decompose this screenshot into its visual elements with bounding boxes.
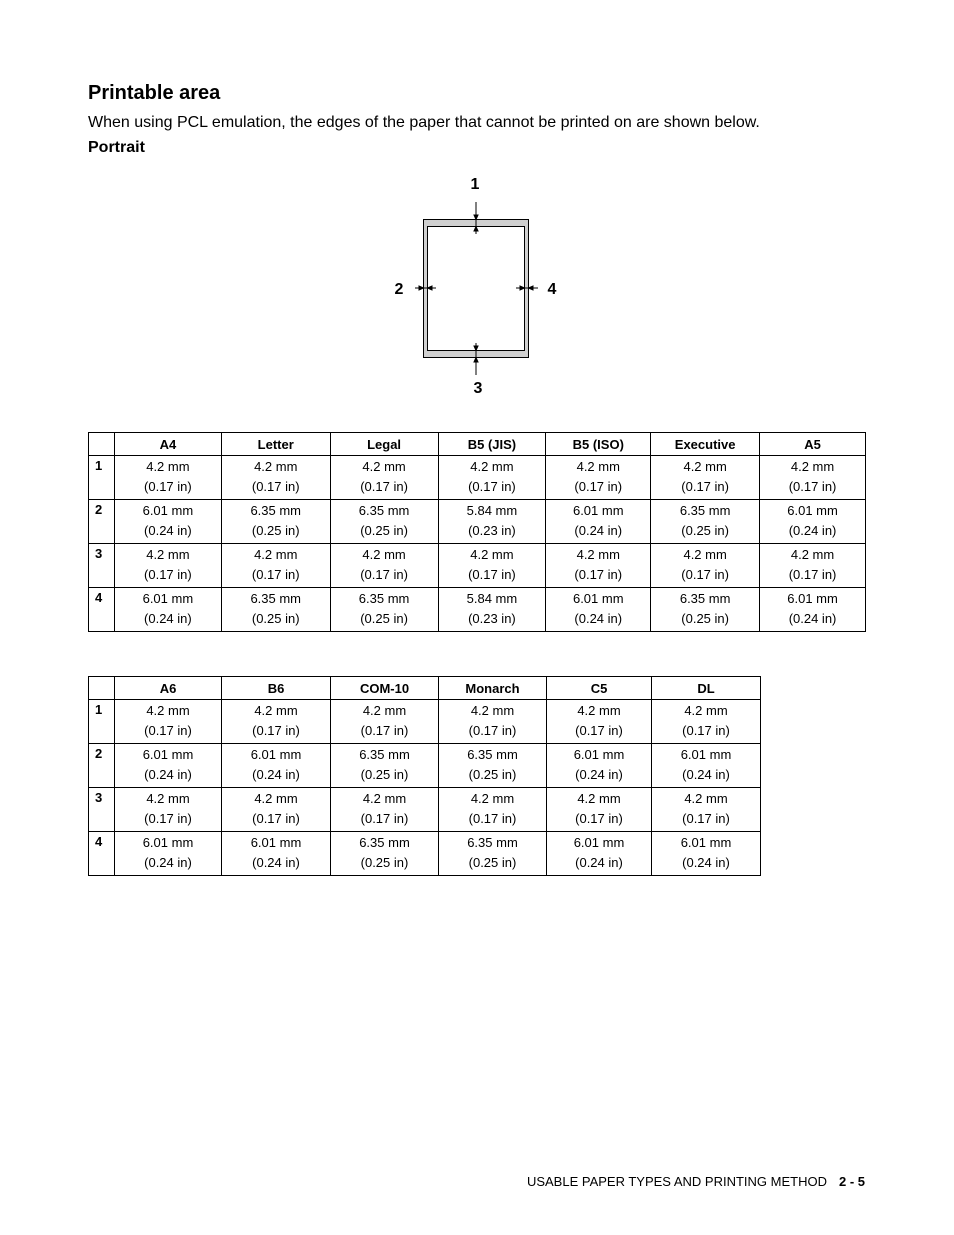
column-header: Monarch (439, 677, 547, 700)
corner-header (89, 433, 115, 456)
table-header-row (89, 677, 761, 700)
table-cell: 6.01 mm (0.24 in) (546, 500, 651, 544)
row-label: 1 (89, 456, 115, 500)
table-cell: 6.35 mm (0.25 in) (330, 588, 438, 632)
intro-paragraph: When using PCL emulation, the edges of the paper that cannot be printed on are shown below. (88, 114, 760, 131)
table-cell: 6.35 mm (0.25 in) (651, 500, 760, 544)
row-label: 3 (89, 788, 115, 832)
column-header: COM-10 (331, 677, 439, 700)
row-label: 3 (89, 544, 115, 588)
table-row (89, 832, 761, 876)
table-cell: 6.01 mm (0.24 in) (114, 500, 221, 544)
table-cell: 4.2 mm (0.17 in) (115, 788, 222, 832)
table-cell: 5.84 mm (0.23 in) (438, 588, 546, 632)
table-cell: 4.2 mm (0.17 in) (114, 544, 221, 588)
table-cell: 6.35 mm (0.25 in) (330, 500, 438, 544)
column-header: Legal (330, 433, 438, 456)
table-cell: 4.2 mm (0.17 in) (438, 456, 546, 500)
table-row (89, 744, 761, 788)
diagram-label-1: 1 (470, 176, 480, 193)
table-cell: 4.2 mm (0.17 in) (439, 700, 547, 744)
column-header: B6 (222, 677, 331, 700)
column-header: DL (652, 677, 761, 700)
column-header: B5 (JIS) (438, 433, 546, 456)
row-label: 4 (89, 832, 115, 876)
table-cell: 4.2 mm (0.17 in) (651, 456, 760, 500)
table-cell: 6.01 mm (0.24 in) (760, 500, 866, 544)
table-header-row (89, 433, 866, 456)
table-cell: 4.2 mm (0.17 in) (652, 700, 761, 744)
column-header: A6 (115, 677, 222, 700)
table-cell: 4.2 mm (0.17 in) (760, 544, 866, 588)
table-cell: 4.2 mm (0.17 in) (330, 544, 438, 588)
table-cell: 4.2 mm (0.17 in) (330, 456, 438, 500)
page-footer (527, 1174, 865, 1189)
table-cell: 4.2 mm (0.17 in) (331, 788, 439, 832)
table-cell: 4.2 mm (0.17 in) (221, 456, 330, 500)
column-header: Executive (651, 433, 760, 456)
diagram-label-4: 4 (547, 281, 557, 298)
table-cell: 4.2 mm (0.17 in) (439, 788, 547, 832)
table-row (89, 788, 761, 832)
page-number: 2 - 5 (838, 1174, 865, 1189)
table-cell: 6.01 mm (0.24 in) (115, 744, 222, 788)
table-cell: 6.01 mm (0.24 in) (114, 588, 221, 632)
row-label: 4 (89, 588, 115, 632)
table-cell: 6.01 mm (0.24 in) (760, 588, 866, 632)
table-cell: 6.35 mm (0.25 in) (651, 588, 760, 632)
table-cell: 6.01 mm (0.24 in) (547, 744, 652, 788)
table-cell: 6.01 mm (0.24 in) (222, 744, 331, 788)
table-cell: 4.2 mm (0.17 in) (331, 700, 439, 744)
table-cell: 6.01 mm (0.24 in) (652, 744, 761, 788)
table-cell: 4.2 mm (0.17 in) (547, 788, 652, 832)
table-row (89, 500, 866, 544)
table-cell: 6.01 mm (0.24 in) (547, 832, 652, 876)
column-header: C5 (547, 677, 652, 700)
paper-margin-illustration (380, 170, 580, 400)
margins-table-envelope-sizes (88, 676, 761, 876)
table-cell: 6.35 mm (0.25 in) (221, 500, 330, 544)
table-cell: 6.35 mm (0.25 in) (331, 744, 439, 788)
table-cell: 4.2 mm (0.17 in) (221, 544, 330, 588)
table-cell: 6.35 mm (0.25 in) (439, 832, 547, 876)
column-header: B5 (ISO) (546, 433, 651, 456)
table-cell: 5.84 mm (0.23 in) (438, 500, 546, 544)
table-cell: 4.2 mm (0.17 in) (222, 700, 331, 744)
table-cell: 4.2 mm (0.17 in) (114, 456, 221, 500)
footer-section-title: USABLE PAPER TYPES AND PRINTING METHOD (526, 1174, 827, 1189)
table-cell: 4.2 mm (0.17 in) (547, 700, 652, 744)
printable-area-diagram (380, 170, 580, 400)
table-cell: 6.35 mm (0.25 in) (221, 588, 330, 632)
row-label: 1 (89, 700, 115, 744)
table-cell: 4.2 mm (0.17 in) (546, 544, 651, 588)
orientation-subheading: Portrait (88, 139, 145, 156)
table-cell: 4.2 mm (0.17 in) (546, 456, 651, 500)
table-cell: 4.2 mm (0.17 in) (222, 788, 331, 832)
table-cell: 6.35 mm (0.25 in) (439, 744, 547, 788)
table-row (89, 588, 866, 632)
table-cell: 4.2 mm (0.17 in) (760, 456, 866, 500)
margins-table-standard-sizes (88, 432, 866, 632)
table-cell: 4.2 mm (0.17 in) (115, 700, 222, 744)
table-cell: 4.2 mm (0.17 in) (652, 788, 761, 832)
page-heading: Printable area (88, 82, 221, 104)
table-cell: 6.35 mm (0.25 in) (331, 832, 439, 876)
column-header: A5 (760, 433, 866, 456)
table-row (89, 456, 866, 500)
table-row (89, 544, 866, 588)
column-header: A4 (114, 433, 221, 456)
row-label: 2 (89, 744, 115, 788)
table-cell: 6.01 mm (0.24 in) (546, 588, 651, 632)
table-cell: 6.01 mm (0.24 in) (222, 832, 331, 876)
diagram-label-3: 3 (473, 380, 483, 397)
diagram-label-2: 2 (394, 281, 404, 298)
table-row (89, 700, 761, 744)
table-cell: 6.01 mm (0.24 in) (115, 832, 222, 876)
corner-header (89, 677, 115, 700)
printable-area (428, 227, 525, 351)
table-cell: 4.2 mm (0.17 in) (651, 544, 760, 588)
table-cell: 6.01 mm (0.24 in) (652, 832, 761, 876)
row-label: 2 (89, 500, 115, 544)
table-cell: 4.2 mm (0.17 in) (438, 544, 546, 588)
column-header: Letter (221, 433, 330, 456)
